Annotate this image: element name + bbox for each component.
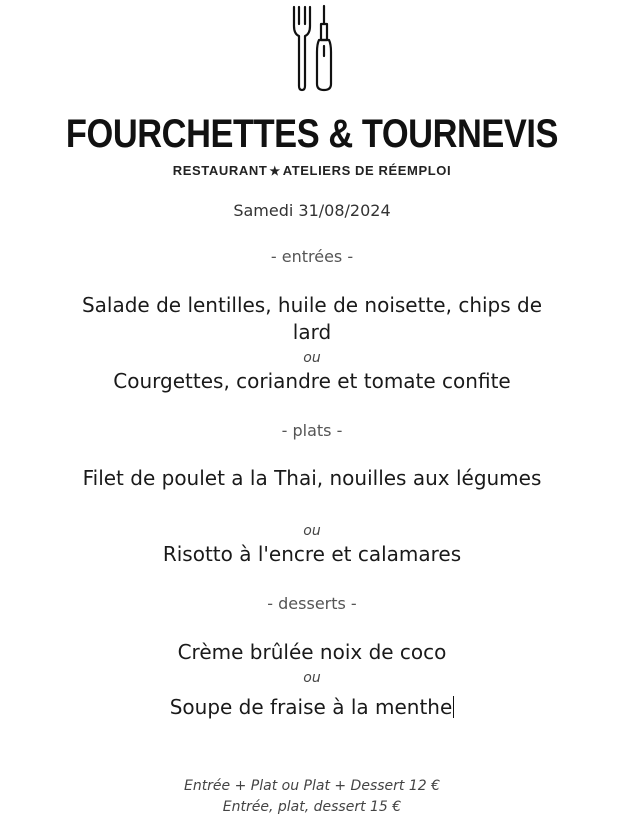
dish-dessert-2-text: Soupe de fraise à la menthe bbox=[169, 695, 453, 719]
dish-entree-2: Courgettes, coriandre et tomate confite bbox=[113, 369, 511, 393]
section-heading-entrees: - entrées - bbox=[270, 247, 354, 266]
price-formula-1: Entrée + Plat ou Plat + Dessert 12 € bbox=[183, 778, 441, 794]
tagline-ateliers: ATELIERS DE RÉEMPLOI bbox=[282, 163, 452, 178]
menu-date: Samedi 31/08/2024 bbox=[233, 201, 391, 220]
section-heading-plats: - plats - bbox=[281, 421, 343, 440]
brand-name: FOURCHETTES & TOURNEVIS bbox=[65, 112, 559, 156]
separator-ou-plats: ou bbox=[303, 523, 321, 539]
separator-ou-desserts: ou bbox=[303, 670, 321, 686]
price-formula-2: Entrée, plat, dessert 15 € bbox=[222, 799, 402, 815]
dish-dessert-1: Crème brûlée noix de coco bbox=[177, 640, 447, 664]
dish-entree-1: Salade de lentilles, huile de noisette, chips de lard bbox=[81, 293, 543, 344]
separator-ou-entrees: ou bbox=[303, 350, 321, 366]
fork-and-screwdriver-icon bbox=[288, 4, 338, 92]
text-cursor bbox=[453, 696, 454, 718]
dish-plat-2: Risotto à l'encre et calamares bbox=[162, 542, 462, 566]
tagline-restaurant: RESTAURANT bbox=[172, 163, 268, 178]
star-icon: ★ bbox=[269, 164, 281, 178]
dish-dessert-2[interactable] bbox=[60, 694, 564, 721]
dish-plat-1: Filet de poulet a la Thai, nouilles aux légumes bbox=[82, 466, 542, 490]
section-heading-desserts: - desserts - bbox=[267, 594, 357, 613]
brand-tagline bbox=[0, 162, 624, 180]
